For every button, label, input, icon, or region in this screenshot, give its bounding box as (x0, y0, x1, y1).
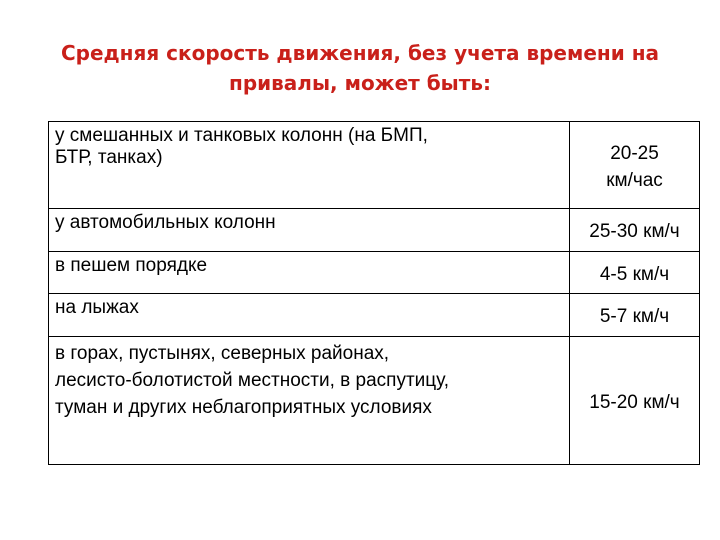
condition-text: в пешем порядке (55, 255, 208, 276)
table-row (49, 294, 700, 337)
condition-text: на лыжах (55, 297, 139, 318)
speed-cell (570, 209, 700, 252)
speed-cell (570, 122, 700, 209)
speed-table (48, 121, 700, 465)
speed-value: 4-5 км/ч (599, 263, 670, 285)
speed-value: 15-20 км/ч (589, 391, 680, 413)
speed-cell (570, 252, 700, 294)
speed-cell (570, 337, 700, 465)
slide-title-line-1: Средняя скорость движения, без учета времени на (60, 41, 660, 65)
condition-text: в горах, пустынях, северных районах, (55, 343, 390, 364)
table-row (49, 209, 700, 252)
speed-value: 20-25 (610, 143, 659, 164)
table-row (49, 337, 700, 465)
condition-cell (49, 252, 570, 294)
slide-title (40, 38, 680, 98)
condition-cell (49, 209, 570, 252)
condition-cell (49, 294, 570, 337)
speed-cell (570, 294, 700, 337)
condition-cell (49, 122, 570, 209)
speed-value: 25-30 км/ч (589, 221, 680, 242)
table-row (49, 252, 700, 294)
slide-title-line-2: привалы, может быть: (229, 71, 491, 95)
speed-value: км/час (606, 170, 663, 191)
condition-text: БТР, танках) (55, 147, 163, 168)
condition-cell (49, 337, 570, 465)
condition-text: туман и других неблагоприятных условиях (55, 397, 432, 418)
condition-text: у автомобильных колонн (55, 212, 276, 233)
table-row (49, 122, 700, 209)
condition-text: у смешанных и танковых колонн (на БМП, (55, 125, 428, 146)
speed-value: 5-7 км/ч (599, 306, 670, 327)
condition-text: лесисто-болотистой местности, в распутицу, (55, 370, 450, 391)
